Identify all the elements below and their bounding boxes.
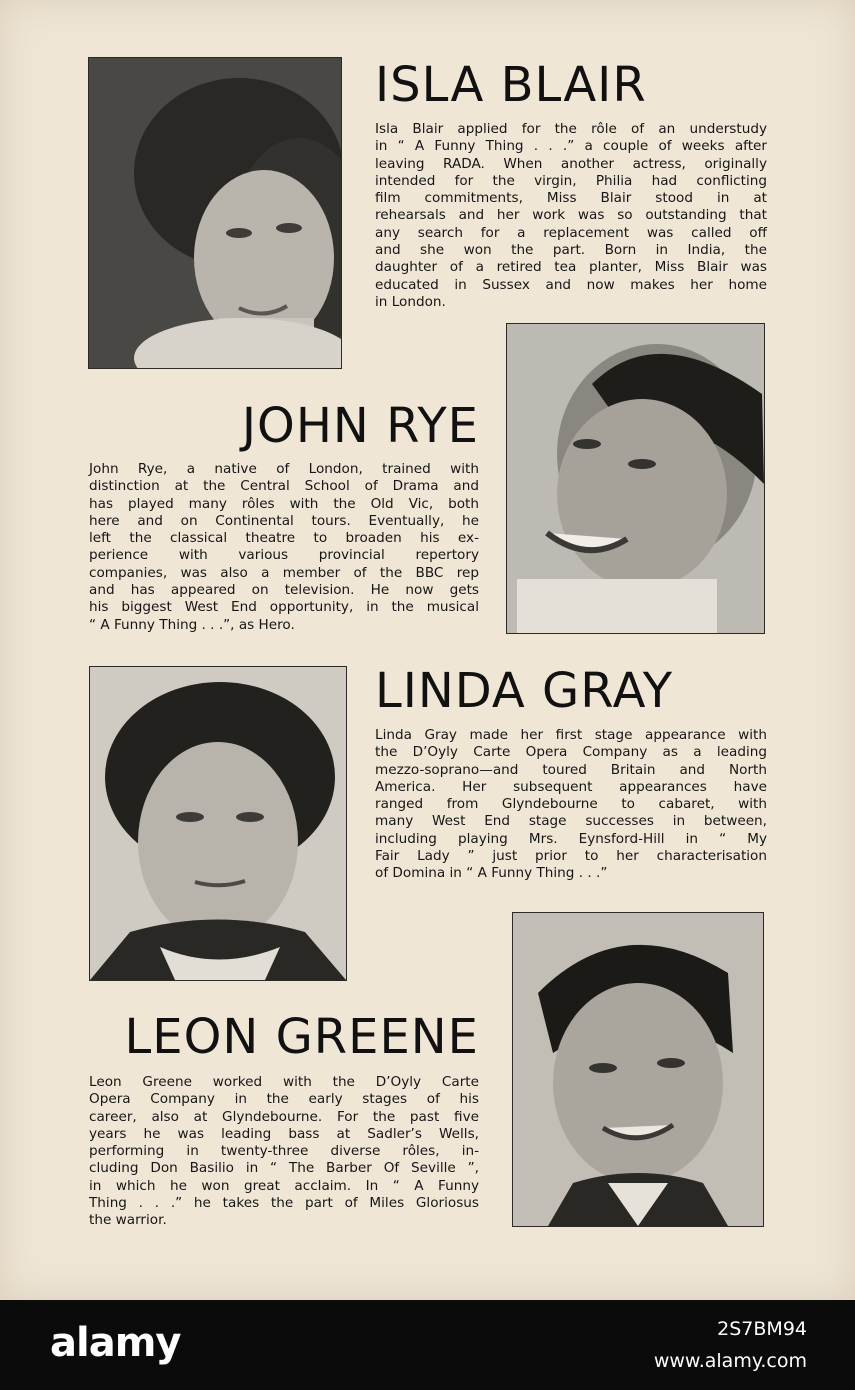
- john-rye-bio: [89, 461, 479, 634]
- isla-blair-portrait: [88, 57, 342, 369]
- bio-line: John Rye, a native of London, trained with: [89, 461, 479, 477]
- leon-greene-portrait: [512, 912, 764, 1227]
- isla-blair-name: ISLA BLAIR: [375, 57, 647, 113]
- linda-gray-name: LINDA GRAY: [375, 663, 674, 719]
- bio-line: educated in Sussex and now makes her home: [375, 276, 767, 293]
- isla-blair-bio: [375, 121, 767, 311]
- bio-line: Isla Blair applied for the rôle of an understudy: [375, 121, 767, 137]
- bio-line: years he was leading bass at Sadler’s Wells,: [89, 1125, 479, 1142]
- bio-line: the D’Oyly Carte Opera Company as a leading: [375, 744, 767, 761]
- alamy-logo: alamy: [50, 1320, 181, 1366]
- bio-line: mezzo-soprano—and toured Britain and North: [375, 761, 767, 778]
- bio-line: perience with various provincial repertory: [89, 547, 479, 564]
- bio-line: “ A Funny Thing . . .”, as Hero.: [89, 616, 295, 633]
- bio-line: and she won the part. Born in India, the: [375, 242, 767, 259]
- bio-line: Linda Gray made her first stage appearance with: [375, 727, 767, 743]
- bio-line: in “ A Funny Thing . . .” a couple of weeks after: [375, 138, 767, 155]
- bio-line: distinction at the Central School of Drama and: [89, 478, 479, 495]
- bio-line: of Domina in “ A Funny Thing . . .”: [375, 865, 608, 882]
- bio-line: rehearsals and her work was so outstanding that: [375, 207, 767, 224]
- bio-line: his biggest West End opportunity, in the musical: [89, 599, 479, 616]
- bio-line: ranged from Glyndebourne to cabaret, with: [375, 796, 767, 813]
- bio-line: in London.: [375, 293, 446, 310]
- bio-line: leaving RADA. When another actress, originally: [375, 155, 767, 172]
- bio-line: Thing . . .” he takes the part of Miles Gloriosus: [89, 1195, 479, 1212]
- bio-line: career, also at Glyndebourne. For the past five: [89, 1108, 479, 1125]
- watermark-footer: [0, 1300, 855, 1390]
- bio-line: cluding Don Basilio in “ The Barber Of Seville ”,: [89, 1160, 479, 1177]
- leon-greene-name: LEON GREENE: [124, 1009, 479, 1065]
- bio-line: America. Her subsequent appearances have: [375, 778, 767, 795]
- bio-line: intended for the virgin, Philia had conflicting: [375, 172, 767, 189]
- bio-line: in which he won great acclaim. In “ A Funny: [89, 1177, 479, 1194]
- bio-line: film commitments, Miss Blair stood in at: [375, 190, 767, 207]
- leon-greene-bio: [89, 1074, 479, 1230]
- bio-line: the warrior.: [89, 1212, 167, 1229]
- bio-line: Leon Greene worked with the D’Oyly Carte: [89, 1074, 479, 1090]
- bio-line: has played many rôles with the Old Vic, both: [89, 495, 479, 512]
- linda-gray-portrait: [89, 666, 347, 981]
- john-rye-portrait: [506, 323, 765, 634]
- bio-line: Fair Lady ” just prior to her characterisation: [375, 848, 767, 865]
- bio-line: and has appeared on television. He now gets: [89, 582, 479, 599]
- bio-line: many West End stage successes in between,: [375, 813, 767, 830]
- john-rye-name: JOHN RYE: [241, 398, 479, 454]
- bio-line: any search for a replacement was called off: [375, 224, 767, 241]
- bio-line: Opera Company in the early stages of his: [89, 1091, 479, 1108]
- bio-line: left the classical theatre to broaden his ex-: [89, 530, 479, 547]
- bio-line: companies, was also a member of the BBC rep: [89, 564, 479, 581]
- bio-line: daughter of a retired tea planter, Miss Blair was: [375, 259, 767, 276]
- image-id: 2S7BM94: [717, 1318, 807, 1340]
- site-url: www.alamy.com: [653, 1350, 807, 1372]
- bio-line: here and on Continental tours. Eventually, he: [89, 512, 479, 529]
- linda-gray-bio: [375, 727, 767, 883]
- bio-line: including playing Mrs. Eynsford-Hill in “ My: [375, 830, 767, 847]
- bio-line: performing in twenty-three diverse rôles, in-: [89, 1143, 479, 1160]
